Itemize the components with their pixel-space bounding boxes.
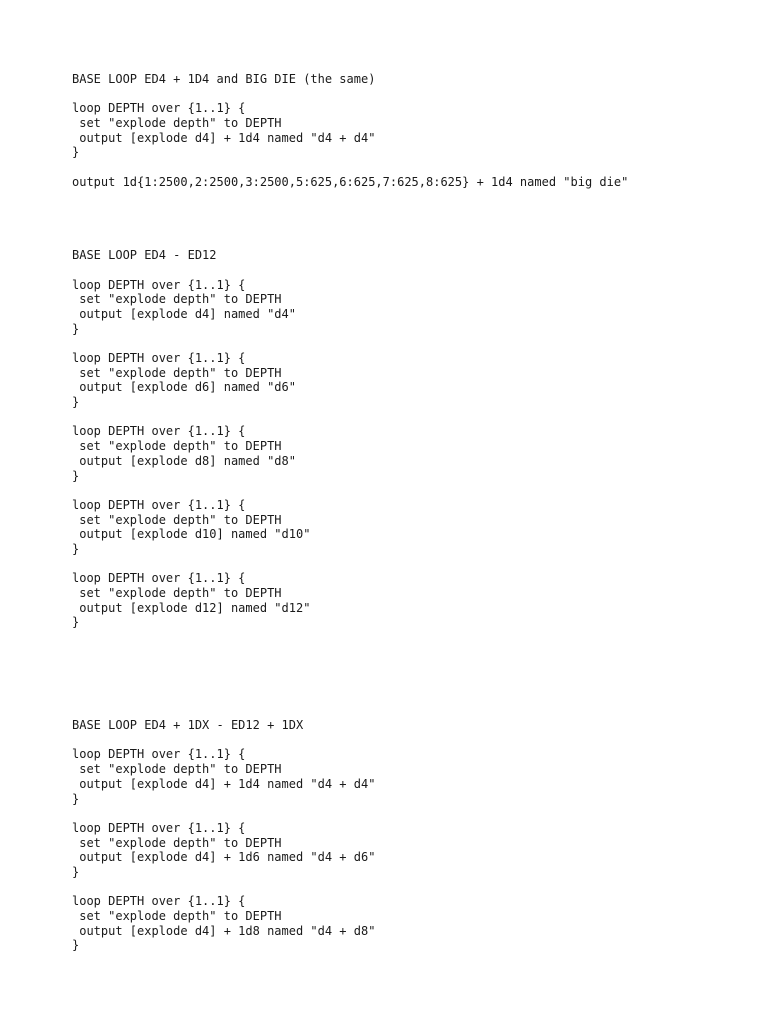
code-line: set "explode depth" to DEPTH xyxy=(72,116,282,131)
code-block xyxy=(72,278,752,337)
code-line: loop DEPTH over {1..1} { xyxy=(72,820,246,835)
code-block xyxy=(72,747,752,806)
section-ed4-plus-1d4 xyxy=(72,72,752,190)
code-line: loop DEPTH over {1..1} { xyxy=(72,894,246,909)
code-line: } xyxy=(72,864,80,879)
code-line: output 1d{1:2500,2:2500,3:2500,5:625,6:625,7:625,8:625} + 1d4 named "big die" xyxy=(72,174,629,189)
code-line: } xyxy=(72,468,80,483)
code-line: } xyxy=(72,145,80,160)
code-block xyxy=(72,424,752,483)
code-line: } xyxy=(72,615,80,630)
code-line: set "explode depth" to DEPTH xyxy=(72,512,282,527)
code-line: loop DEPTH over {1..1} { xyxy=(72,277,246,292)
section-ed4-to-ed12 xyxy=(72,248,752,630)
code-line: } xyxy=(72,938,80,953)
code-block xyxy=(72,498,752,557)
section-title: BASE LOOP ED4 + 1D4 and BIG DIE (the same) xyxy=(72,72,376,86)
code-line: output [explode d6] named "d6" xyxy=(72,380,296,395)
code-block xyxy=(72,821,752,880)
code-line: set "explode depth" to DEPTH xyxy=(72,762,282,777)
code-line: set "explode depth" to DEPTH xyxy=(72,909,282,923)
code-line: output [explode d4] + 1d6 named "d4 + d6" xyxy=(72,850,376,865)
code-line: output [explode d4] + 1d8 named "d4 + d8" xyxy=(72,923,376,938)
code-line: set "explode depth" to DEPTH xyxy=(72,365,282,380)
section-ed4-plus-1dx xyxy=(72,718,752,953)
code-block xyxy=(72,571,752,630)
document-page xyxy=(72,72,752,953)
code-line: loop DEPTH over {1..1} { xyxy=(72,747,246,762)
code-line: set "explode depth" to DEPTH xyxy=(72,835,282,850)
code-line: output [explode d12] named "d12" xyxy=(72,600,311,615)
code-line: output [explode d10] named "d10" xyxy=(72,527,311,542)
code-line: output [explode d8] named "d8" xyxy=(72,453,296,468)
code-block xyxy=(72,894,752,953)
code-line: set "explode depth" to DEPTH xyxy=(72,292,282,307)
section-title: BASE LOOP ED4 - ED12 xyxy=(72,248,217,263)
code-line: loop DEPTH over {1..1} { xyxy=(72,424,246,439)
code-block xyxy=(72,351,752,410)
code-line: loop DEPTH over {1..1} { xyxy=(72,571,246,586)
code-line: loop DEPTH over {1..1} { xyxy=(72,101,246,116)
code-block xyxy=(72,175,752,190)
code-line: } xyxy=(72,395,80,410)
code-line: } xyxy=(72,791,80,806)
code-line: set "explode depth" to DEPTH xyxy=(72,586,282,600)
code-line: loop DEPTH over {1..1} { xyxy=(72,497,246,512)
code-line: output [explode d4] named "d4" xyxy=(72,306,296,321)
code-line: loop DEPTH over {1..1} { xyxy=(72,351,246,365)
section-title: BASE LOOP ED4 + 1DX - ED12 + 1DX xyxy=(72,718,304,733)
code-line: output [explode d4] + 1d4 named "d4 + d4" xyxy=(72,130,376,145)
code-line: } xyxy=(72,321,80,336)
code-line: } xyxy=(72,541,80,556)
code-line: set "explode depth" to DEPTH xyxy=(72,439,282,454)
code-line: output [explode d4] + 1d4 named "d4 + d4" xyxy=(72,776,376,791)
code-block xyxy=(72,101,752,160)
